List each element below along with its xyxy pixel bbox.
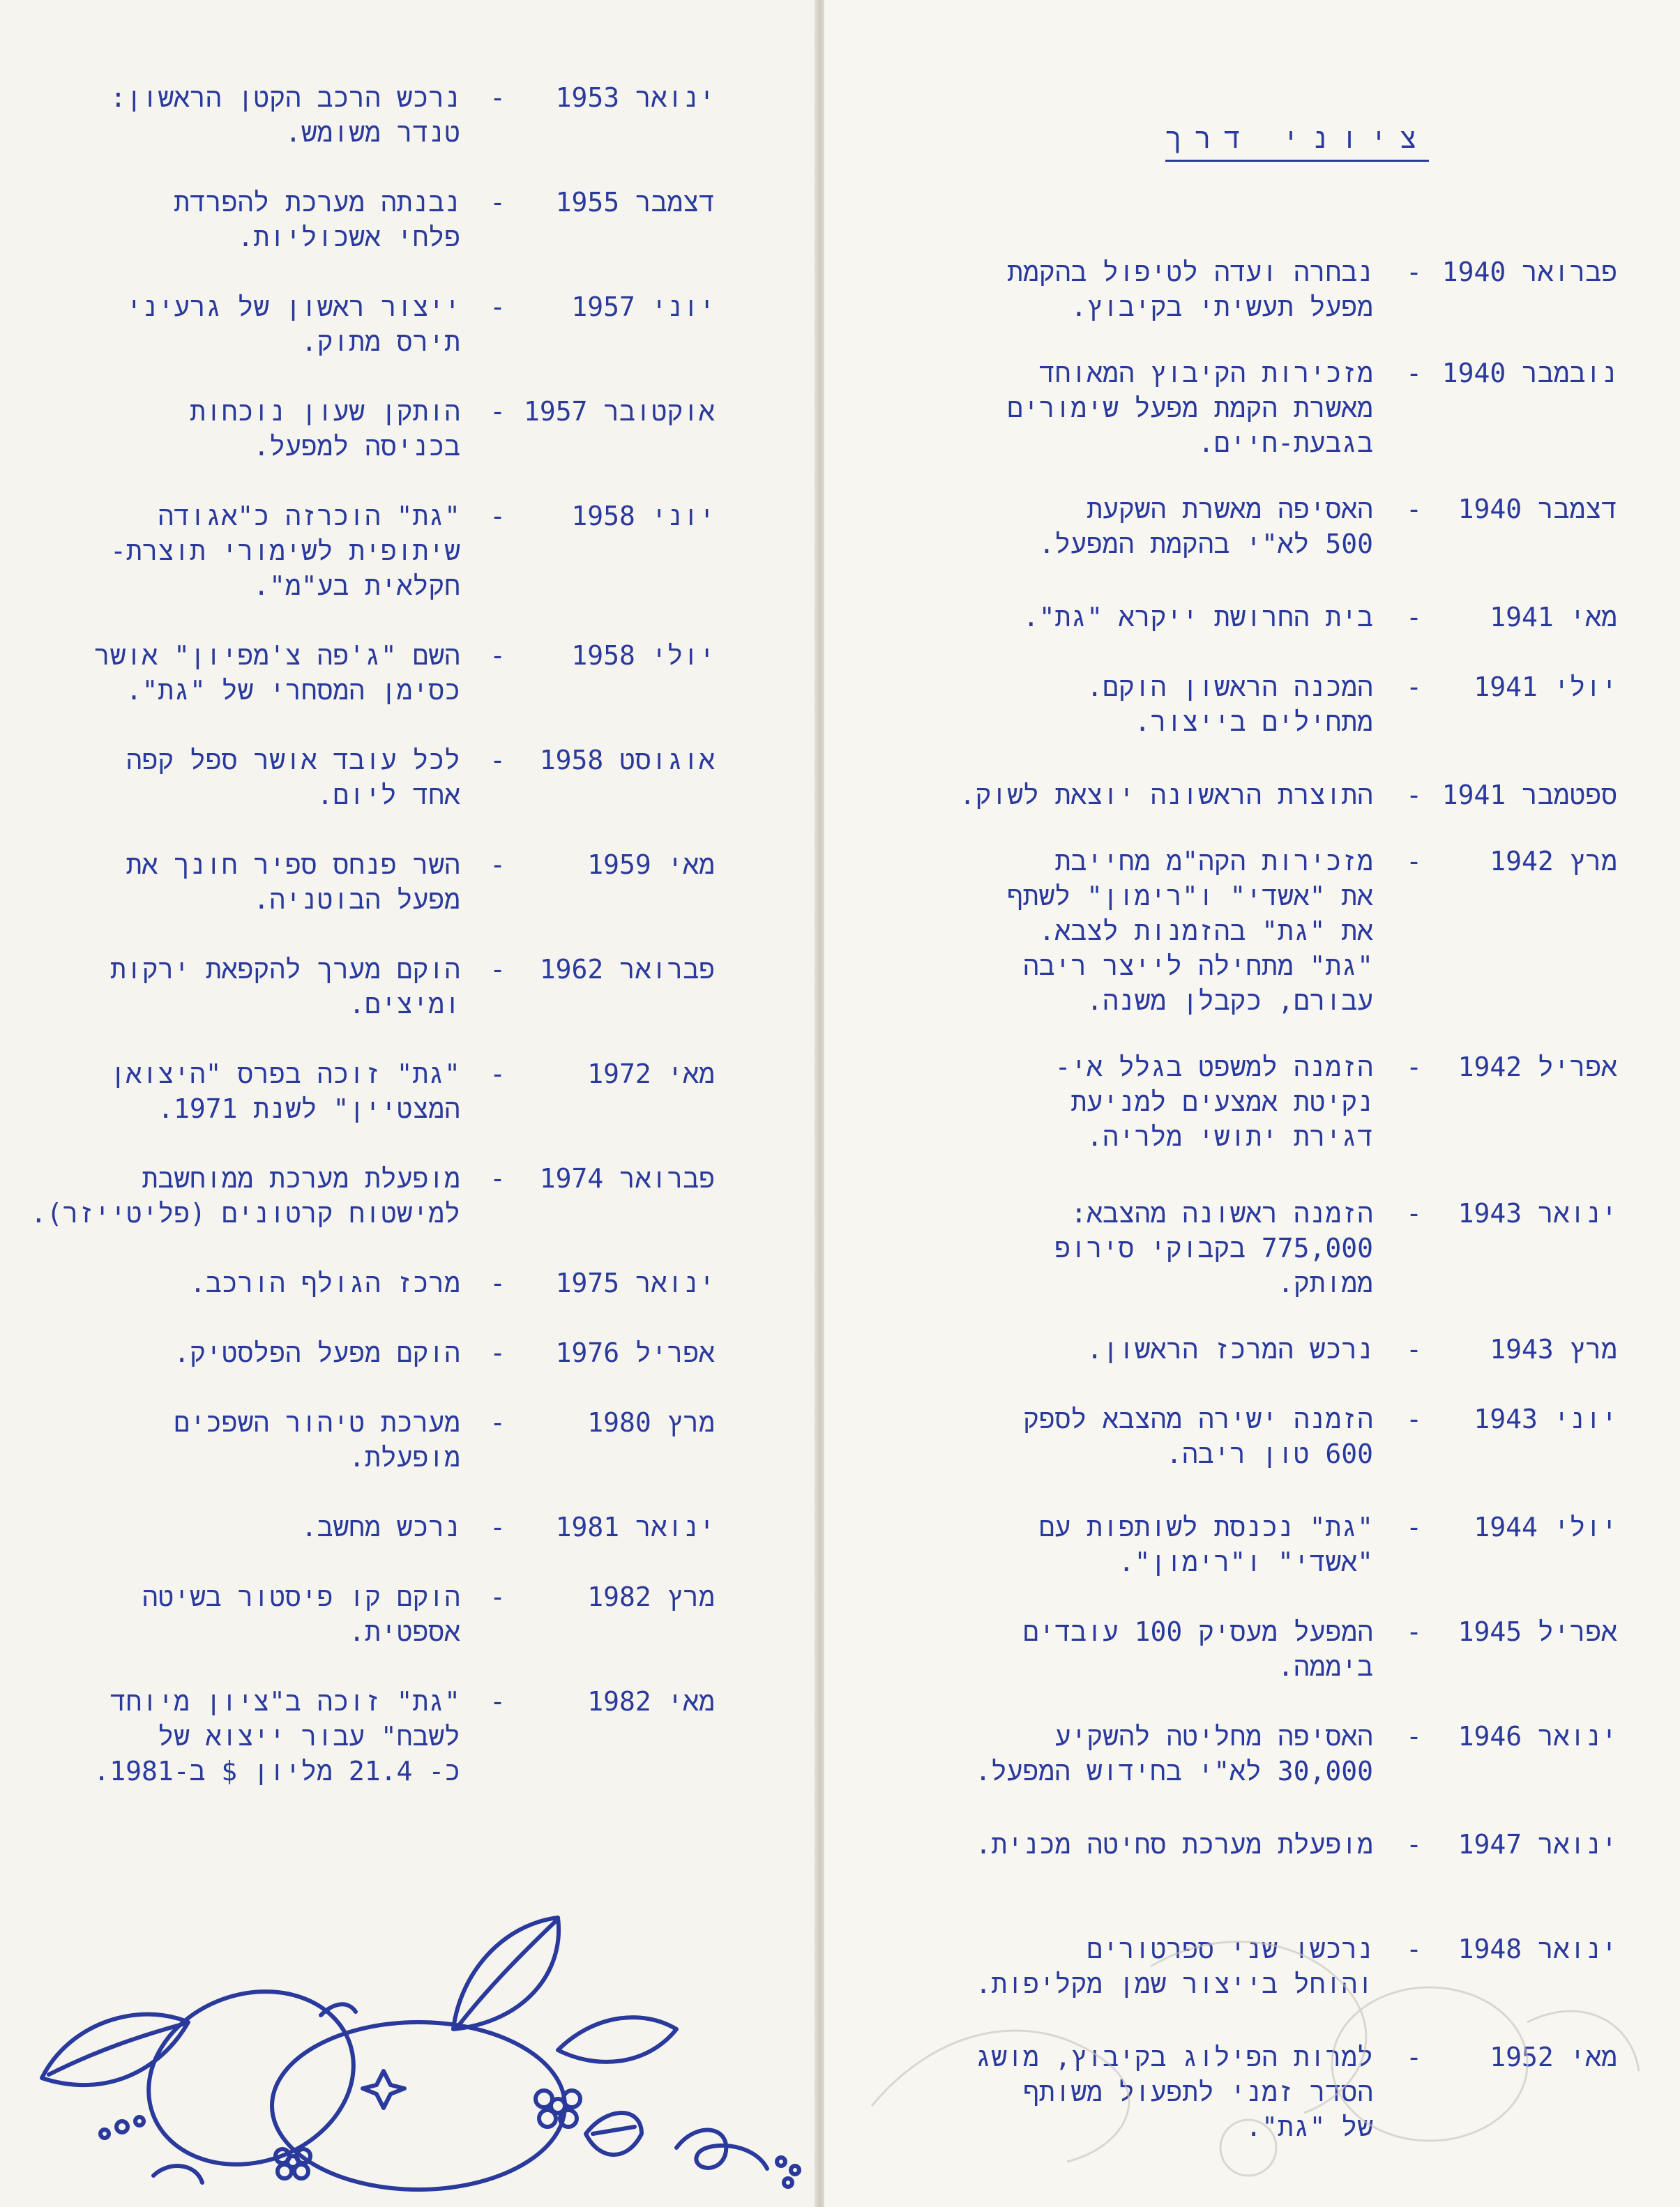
entry-dash: - [1406, 1052, 1422, 1082]
entry-text: הוקם מערך להקפאת ירקות ומיצים. [110, 954, 460, 1019]
entry-text: הזמנה ישירה מהצבא לספק 600 טון ריבה. [1023, 1404, 1373, 1469]
page-title: ציוני דרך [1165, 123, 1429, 162]
entry-dash: - [490, 291, 506, 322]
entry-text: הוקם קו פיסטור בשיטה אספטית. [142, 1582, 460, 1647]
entry-text: המכנה הראשון הוקם. מתחילים בייצור. [1087, 672, 1373, 737]
entry-dash: - [490, 501, 506, 531]
entry-dash: - [490, 1163, 506, 1194]
entry-dash: - [1406, 494, 1422, 524]
entry-date: אוגוסט 1958 [539, 745, 715, 775]
entry-dash: - [490, 82, 506, 113]
entry-dash: - [490, 640, 506, 671]
entry-text: לכל עובד אושר ספל קפה אחד ליום. [126, 745, 460, 810]
entry-dash: - [490, 954, 506, 985]
entry-dash: - [490, 849, 506, 880]
entry-dash: - [1406, 602, 1422, 632]
entry-dash: - [1406, 1198, 1422, 1229]
entry-text: השם "ג'פה צ'מפיון" אושר כסימן המסחרי של "גת". [93, 640, 460, 706]
entry-dash: - [1406, 846, 1422, 877]
entry-dash: - [1406, 1721, 1422, 1752]
entry-date: יוני 1958 [571, 501, 715, 531]
entry-text: מערכת טיהור השפכים מופעלת. [174, 1407, 460, 1473]
entry-date: ינואר 1947 [1458, 1829, 1617, 1860]
entry-date: ינואר 1975 [555, 1268, 715, 1298]
entry-dash: - [1406, 257, 1422, 287]
entry-text: "גת" זוכה בפרס "היצואן המצטיין" לשנת 1971. [109, 1059, 460, 1124]
entry-dash: - [1406, 672, 1422, 702]
entry-text: מופעלת מערכת ממוחשבת למישטוח קרטונים (פליטייזר). [30, 1163, 460, 1229]
entry-dash: - [1406, 1334, 1422, 1365]
entry-text: הזמנה ראשונה מהצבא: 775,000 בקבוקי סירופ ממותק. [1054, 1198, 1373, 1298]
entry-date: דצמבר 1955 [555, 187, 715, 218]
entry-dash: - [1406, 780, 1422, 810]
entry-dash: - [490, 1686, 506, 1717]
entry-text: הותקן שעון נוכחות בכניסה למפעל. [190, 396, 460, 462]
entry-date: פברואר 1974 [539, 1163, 715, 1194]
entry-date: מאי 1972 [587, 1059, 715, 1089]
entry-text: "גת" הוכרזה כ"אגודה שיתופית לשימורי תוצרת- חקלאית בע"מ". [110, 501, 460, 601]
entry-dash: - [490, 1059, 506, 1089]
entry-date: פברואר 1940 [1441, 257, 1617, 287]
entry-date: ינואר 1953 [555, 82, 715, 113]
entry-date: מאי 1982 [587, 1686, 715, 1717]
entry-text: ייצור ראשון של גרעיני תירס מתוק. [126, 291, 460, 357]
entry-text: האסיפה מחליטה להשקיע 30,000 לא"י בחידוש המפעל. [975, 1721, 1373, 1787]
entry-text: נרכש הרכב הקטן הראשון: טנדר משומש. [110, 82, 460, 148]
entry-date: יוני 1943 [1474, 1404, 1617, 1434]
entry-date: פברואר 1962 [539, 954, 715, 985]
entry-dash: - [490, 745, 506, 775]
entry-dash: - [490, 187, 506, 218]
entry-date: מרץ 1982 [587, 1582, 715, 1612]
entry-date: ינואר 1948 [1458, 1934, 1617, 1964]
entry-text: הזמנה למשפט בגלל אי- נקיטת אמצעים למניעת דגירת יתושי מלריה. [1054, 1052, 1373, 1152]
entry-dash: - [1406, 1829, 1422, 1860]
entry-date: יולי 1958 [571, 640, 715, 671]
entry-date: ינואר 1981 [555, 1512, 715, 1542]
entry-date: מרץ 1943 [1490, 1334, 1617, 1365]
entry-text: מרכז הגולף הורכב. [190, 1268, 460, 1298]
entry-date: אוקטובר 1957 [523, 396, 715, 427]
entry-date: מאי 1959 [587, 849, 715, 880]
entry-text: מזכירות הקיבוץ המאוחד מאשרת הקמת מפעל שימורים בגבעת-חיים. [1007, 358, 1373, 458]
entry-text: "גת" זוכה ב"ציון מיוחד לשבח" עבור ייצוא של כ- 21.4 מליון $ ב-1981. [93, 1686, 460, 1787]
entry-date: יולי 1941 [1474, 672, 1617, 702]
entry-text: האסיפה מאשרת השקעת 500 לא"י בהקמת המפעל. [1038, 494, 1373, 559]
entry-text: הוקם מפעל הפלסטיק. [174, 1337, 460, 1368]
entry-text: מזכירות הקה"מ מחייבת את "אשדי" ו"רימון" לשתף את "גת" בהזמנות לצבא. "גת" מתחילה לייצר ריבה עבורם, כקבלן משנה. [1006, 846, 1373, 1016]
entry-date: ספטמבר 1941 [1441, 780, 1617, 810]
entry-text: נבנתה מערכת להפרדת פלחי אשכוליות. [174, 187, 460, 252]
entry-date: ינואר 1943 [1458, 1198, 1617, 1229]
entry-date: מרץ 1942 [1490, 846, 1617, 877]
entry-date: אפריל 1942 [1458, 1052, 1617, 1082]
entry-date: ינואר 1946 [1458, 1721, 1617, 1752]
entry-text: התוצרת הראשונה יוצאת לשוק. [959, 780, 1373, 810]
entry-dash: - [490, 396, 506, 427]
entry-dash: - [490, 1268, 506, 1298]
entry-date: אפריל 1976 [555, 1337, 715, 1368]
entry-dash: - [1406, 1512, 1422, 1542]
entry-date: מרץ 1980 [587, 1407, 715, 1438]
entry-date: אפריל 1945 [1458, 1616, 1617, 1647]
entry-text: מופעלת מערכת סחיטה מכנית. [975, 1829, 1373, 1860]
entry-dash: - [1406, 1934, 1422, 1964]
entry-dash: - [490, 1407, 506, 1438]
entry-dash: - [490, 1512, 506, 1542]
entry-dash: - [1406, 1616, 1422, 1647]
entry-text: נבחרה ועדה לטיפול בהקמת מפעל תעשיתי בקיבוץ. [1007, 257, 1373, 322]
entry-date: מאי 1952 [1490, 2042, 1617, 2072]
entry-date: מאי 1941 [1490, 602, 1617, 632]
right-page [824, 0, 1680, 2207]
entry-dash: - [490, 1582, 506, 1612]
left-page [0, 0, 816, 2207]
entry-text: השר פנחס ספיר חונך את מפעל הבוטניה. [126, 849, 460, 915]
entry-dash: - [490, 1337, 506, 1368]
entry-dash: - [1406, 358, 1422, 388]
entry-date: יוני 1957 [571, 291, 715, 322]
entry-text: המפעל מעסיק 100 עובדים ביממה. [1022, 1616, 1373, 1682]
entry-text: נרכש המרכז הראשון. [1087, 1334, 1373, 1365]
entry-date: יולי 1944 [1474, 1512, 1617, 1542]
entry-text: נרכשו שני ספרטורים והוחל בייצור שמן מקליפות. [975, 1934, 1373, 1999]
entry-text: נרכש מחשב. [301, 1512, 460, 1542]
entry-dash: - [1406, 2042, 1422, 2072]
entry-text: "גת" נכנסת לשותפות עם "אשדי" ו"רימון". [1038, 1512, 1373, 1577]
fruit-illustration [28, 1897, 809, 2197]
entry-text: למרות הפילוג בקיבוץ, מושג הסדר זמני לתפעול משותף של "גת". [975, 2042, 1373, 2142]
entry-date: דצמבר 1940 [1458, 494, 1617, 524]
entry-text: בית החרושת ייקרא "גת". [1022, 602, 1373, 632]
entry-date: נובמבר 1940 [1441, 358, 1617, 388]
entry-dash: - [1406, 1404, 1422, 1434]
bleed-through-ornament [858, 1883, 1660, 2204]
